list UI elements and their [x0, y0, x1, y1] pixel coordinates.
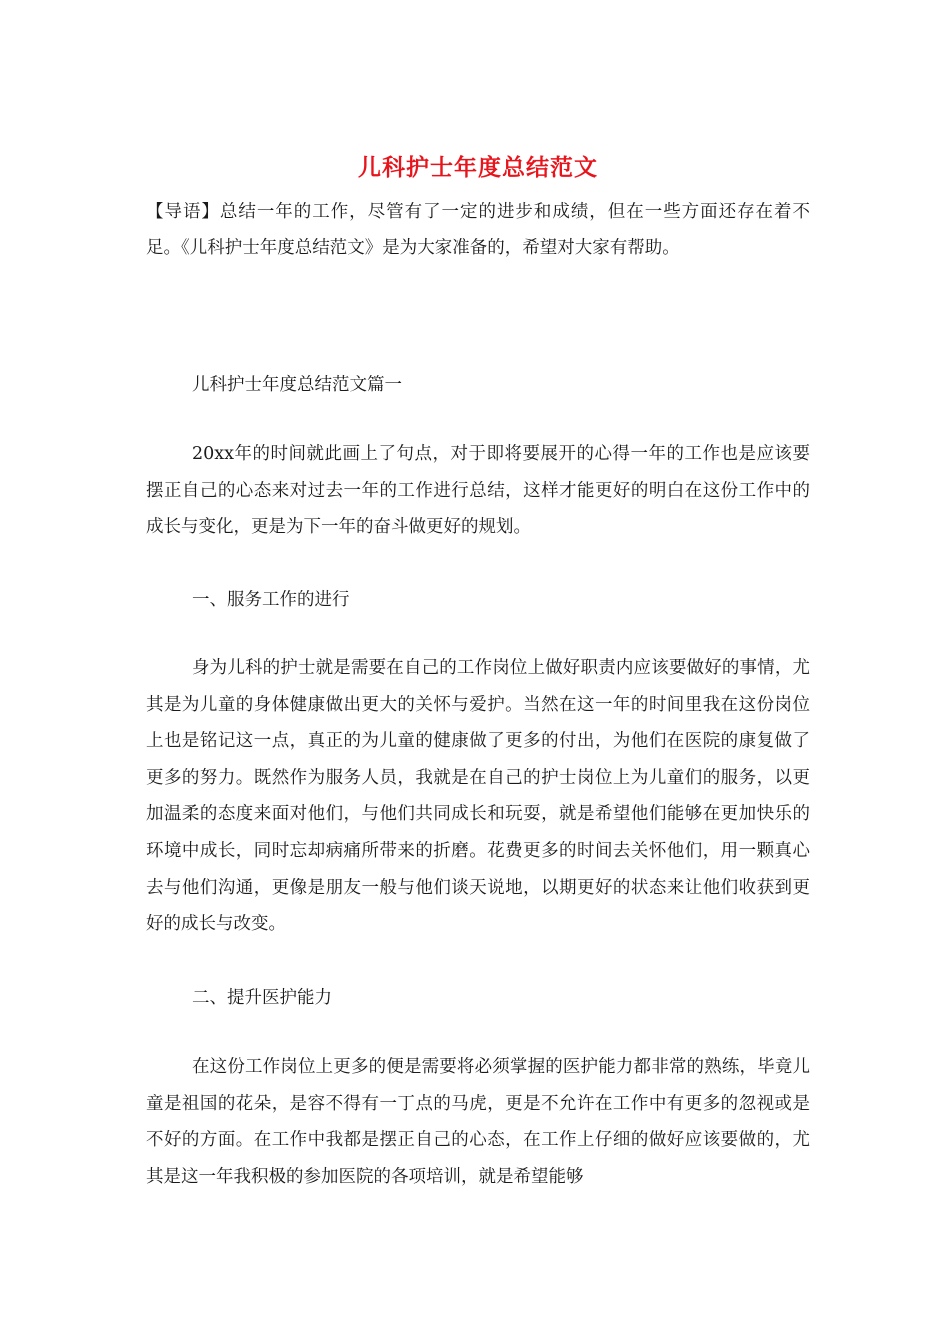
section-heading-service: 一、服务工作的进行: [192, 590, 350, 610]
paragraph-skills: 在这份工作岗位上更多的便是需要将必须掌握的医护能力都非常的熟练，毕竟儿童是祖国的花朵，是容不得有一丁点的马虎，更是不允许在工作中有更多的忽视或是不好的方面。在工作中我都是摆正自己的心态，在工作上仔细的做好应该要做的，尤其是这一年我积极的参加医院的各项培训，就是希望能够: [146, 1057, 810, 1187]
part-heading: 儿科护士年度总结范文篇一: [192, 375, 402, 395]
document-title: 儿科护士年度总结范文: [358, 154, 598, 181]
paragraph-opening: 20xx年的时间就此画上了句点，对于即将要展开的心得一年的工作也是应该要摆正自己的心态来对过去一年的工作进行总结，这样才能更好的明白在这份工作中的成长与变化，更是为下一年的奋斗做更好的规划。: [146, 444, 810, 538]
intro-paragraph: 【导语】总结一年的工作，尽管有了一定的进步和成绩，但在一些方面还存在着不足。《儿科护士年度总结范文》是为大家准备的，希望对大家有帮助。: [146, 202, 810, 258]
paragraph-service: 身为儿科的护士就是需要在自己的工作岗位上做好职责内应该要做好的事情，尤其是为儿童的身体健康做出更大的关怀与爱护。当然在这一年的时间里我在这份岗位上也是铭记这一点，真正的为儿童的健康做了更多的付出，为他们在医院的康复做了更多的努力。既然作为服务人员，我就是在自己的护士岗位上为儿童们的服务，以更加温柔的态度来面对他们，与他们共同成长和玩耍，就是希望他们能够在更加快乐的环境中成长，同时忘却病痛所带来的折磨。花费更多的时间去关怀他们，用一颗真心去与他们沟通，更像是朋友一般与他们谈天说地，以期更好的状态来让他们收获到更好的成长与改变。: [146, 658, 810, 935]
section-heading-skills: 二、提升医护能力: [192, 988, 332, 1008]
